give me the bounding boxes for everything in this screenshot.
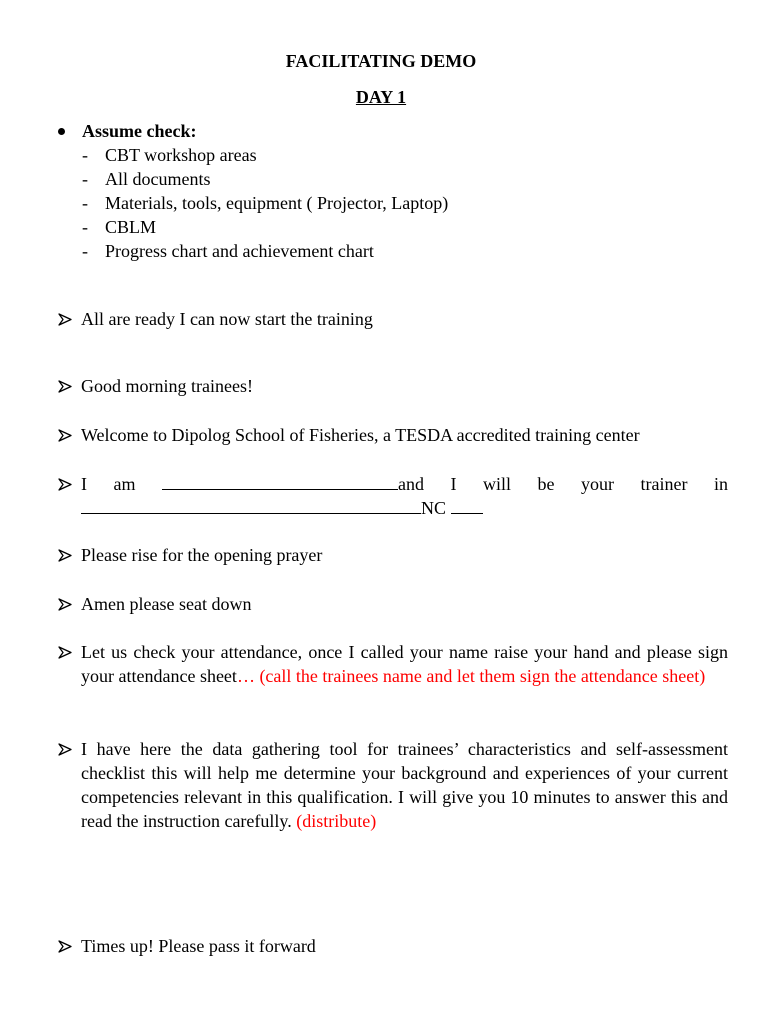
script-line-text	[81, 472, 728, 520]
arrow-bullet-icon	[58, 374, 76, 398]
script-line-text: Times up! Please pass it forward	[81, 936, 316, 956]
arrow-bullet-icon	[58, 934, 76, 958]
script-line-text	[81, 640, 728, 688]
check-item-text: All documents	[105, 169, 211, 189]
introduction-first-line	[81, 472, 728, 496]
arrow-bullet-icon	[58, 592, 76, 616]
script-line-text: Please rise for the opening prayer	[81, 545, 323, 565]
intro-word: and	[398, 474, 424, 494]
intro-word: will	[483, 474, 512, 494]
introduction-second-line	[81, 496, 728, 520]
check-item-text: CBT workshop areas	[105, 145, 257, 165]
arrow-bullet-icon	[58, 543, 76, 567]
assume-check-list	[56, 119, 736, 263]
script-line-text: Welcome to Dipolog School of Fisheries, a TESDA accredited training center	[81, 425, 640, 445]
script-line-text	[81, 737, 728, 833]
attendance-stage-direction: … (call the trainees name and let them sign the attendance sheet)	[236, 666, 706, 686]
check-item	[56, 191, 736, 215]
dash-icon: -	[82, 241, 88, 261]
check-item-text: Progress chart and achievement chart	[105, 241, 374, 261]
script-line-tool	[58, 737, 728, 833]
dash-icon: -	[82, 145, 88, 165]
check-item	[56, 239, 736, 263]
script-line-text: All are ready I can now start the training	[81, 309, 373, 329]
intro-word: in	[713, 474, 728, 494]
intro-word: I	[81, 474, 87, 494]
script-line-timesup	[58, 934, 728, 958]
check-item-text: Materials, tools, equipment ( Projector, Laptop)	[105, 193, 449, 213]
tool-instruction: I have here the data gathering tool for trainees’ characteristics and self-assessment checklist this will help me determine your background and experiences of your current competencies relevant in this qualification. I will give you 10 minutes to answer this and read the instruction carefully.	[81, 739, 728, 831]
dash-icon: -	[82, 193, 88, 213]
assume-check-heading	[56, 119, 736, 143]
arrow-bullet-icon	[58, 423, 76, 447]
document-title: FACILITATING DEMO	[285, 51, 477, 71]
arrow-bullet-icon	[58, 737, 76, 761]
arrow-bullet-icon	[58, 307, 76, 331]
arrow-bullet-icon	[58, 640, 76, 664]
intro-word: be	[537, 474, 555, 494]
intro-word: trainer	[640, 474, 688, 494]
script-line-text: Amen please seat down	[81, 594, 252, 614]
day-heading: DAY 1	[355, 87, 407, 107]
bullet-icon	[58, 128, 65, 135]
intro-word: I	[450, 474, 457, 494]
attendance-instruction: Let us check your attendance, once I called your name raise your hand and please sign your attendance sheet	[81, 642, 728, 686]
trainer-name-blank	[162, 473, 398, 490]
name-blank-group	[162, 472, 424, 496]
check-item	[56, 143, 736, 167]
qualification-blank	[81, 497, 421, 514]
check-item	[56, 215, 736, 239]
dash-icon: -	[82, 169, 88, 189]
script-line-attendance	[58, 640, 728, 688]
script-line-ready	[58, 307, 728, 331]
dash-icon: -	[82, 217, 88, 237]
script-line-morning	[58, 374, 728, 398]
nc-label: NC	[421, 498, 447, 518]
script-line-introduction	[58, 472, 728, 520]
intro-word: am	[113, 474, 136, 494]
nc-level-blank	[451, 497, 483, 514]
script-line-welcome	[58, 423, 728, 447]
arrow-bullet-icon	[58, 472, 76, 496]
script-line-amen	[58, 592, 728, 616]
assume-check-label: Assume check:	[82, 121, 197, 141]
script-line-rise	[58, 543, 728, 567]
check-item	[56, 167, 736, 191]
script-line-text: Good morning trainees!	[81, 376, 253, 396]
check-item-text: CBLM	[105, 217, 157, 237]
tool-stage-direction: (distribute)	[296, 811, 377, 831]
intro-word: your	[581, 474, 615, 494]
